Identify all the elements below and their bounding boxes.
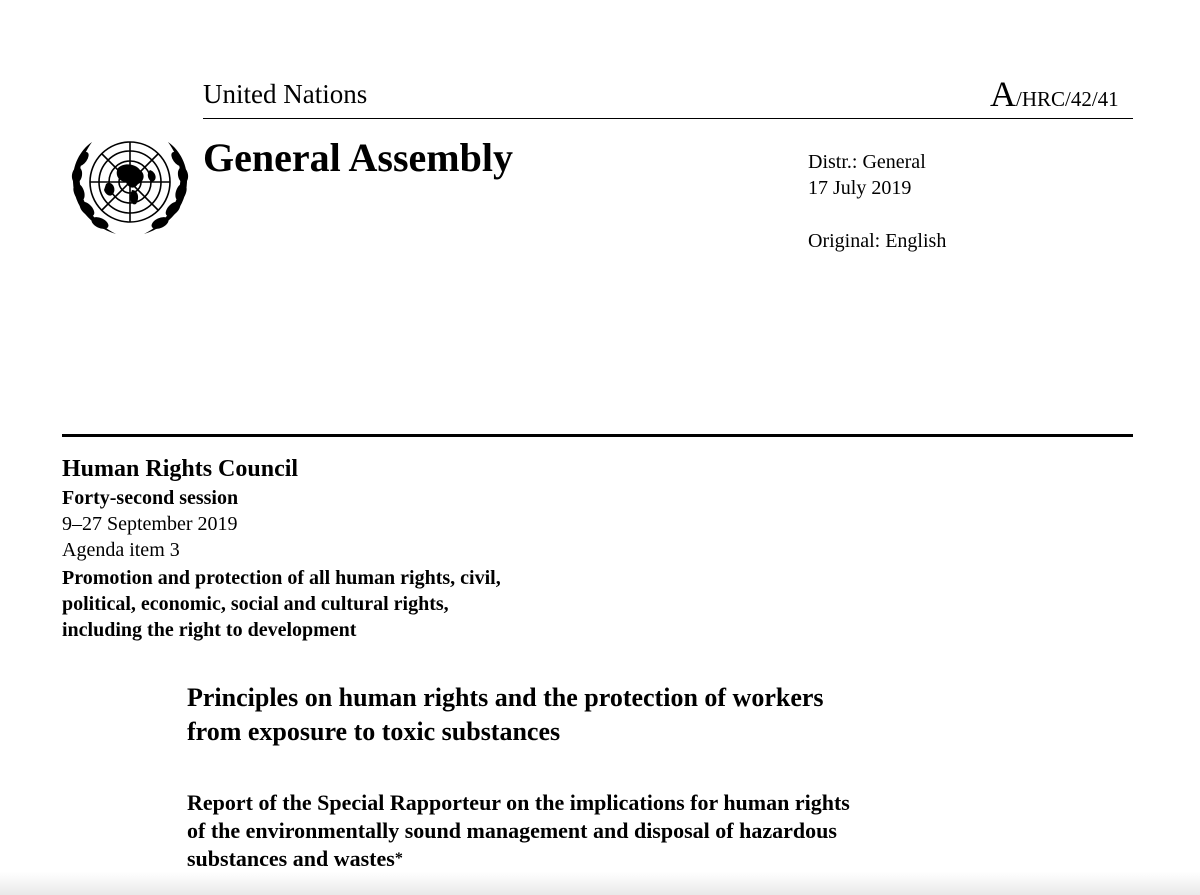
document-symbol-rest: /HRC/42/41 <box>1016 87 1119 111</box>
title-line: Principles on human rights and the protection of workers <box>187 683 824 712</box>
title-line: from exposure to toxic substances <box>187 717 561 746</box>
agenda-title-line: political, economic, social and cultural rights, <box>62 593 449 615</box>
agenda-item: Agenda item 3 <box>62 539 180 561</box>
document-symbol-prefix: A <box>990 74 1016 114</box>
header-divider <box>203 118 1133 119</box>
main-divider <box>62 434 1133 437</box>
document-symbol <box>990 76 1119 120</box>
agenda-title-line: Promotion and protection of all human rights, civil, <box>62 567 501 589</box>
distribution: Distr.: General <box>808 151 926 173</box>
original-language: Original: English <box>808 230 947 252</box>
session-dates: 9–27 September 2019 <box>62 513 238 535</box>
issue-date: 17 July 2019 <box>808 177 912 199</box>
page-bottom-shadow <box>0 872 1200 895</box>
organization-name: United Nations <box>203 79 368 109</box>
un-emblem-icon <box>68 130 192 238</box>
subtitle-line-last <box>187 845 403 873</box>
subtitle-line: substances and wastes <box>187 846 395 871</box>
council-name: Human Rights Council <box>62 456 299 482</box>
subtitle-line: of the environmentally sound management and disposal of hazardous <box>187 818 837 843</box>
footnote-marker[interactable]: * <box>394 850 403 867</box>
session-name: Forty-second session <box>62 487 239 509</box>
subtitle-line: Report of the Special Rapporteur on the implications for human rights <box>187 790 850 815</box>
assembly-title: General Assembly <box>203 135 513 180</box>
agenda-title-line: including the right to development <box>62 619 357 641</box>
